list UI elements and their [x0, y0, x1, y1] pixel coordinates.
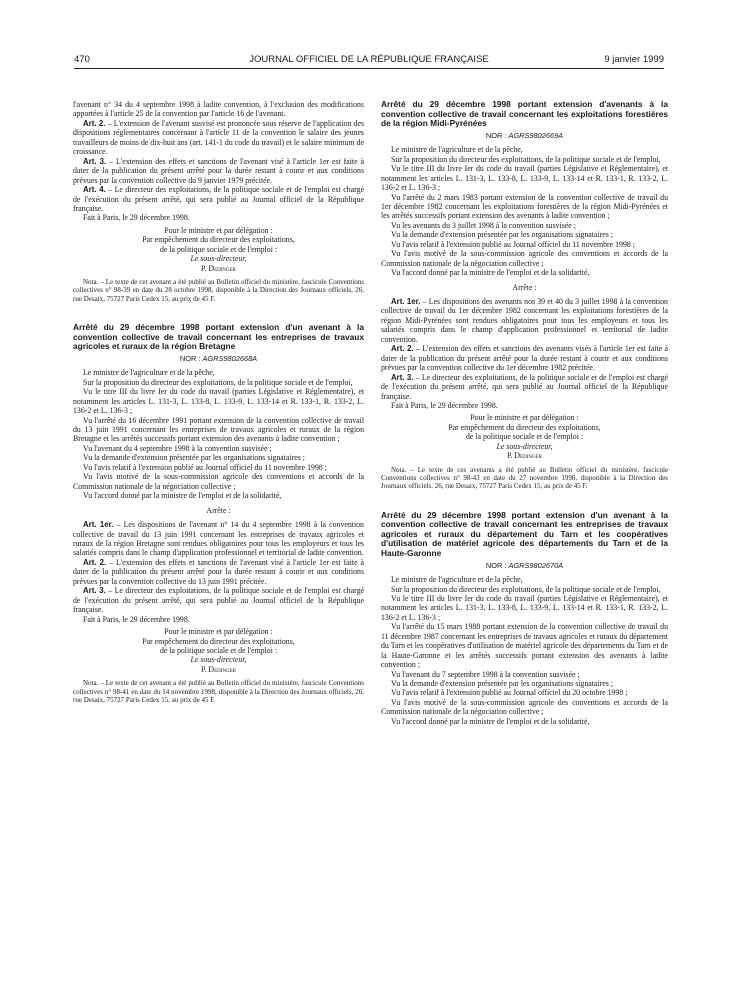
- signature-line: Le sous-directeur,: [496, 441, 553, 451]
- visa: Vu l'arrêté du 15 mars 1988 portant extension de la convention collective de travail du 11 décembre 1987 concernant les entreprises de travaux agricoles et ruraux du département du Tarn et les coopératives d'utilisation de matériel agricole des départements du Tarn et de la Haute-Garonne et les arrêtés successifs portant extension des avenants à ladite convention ;: [381, 622, 668, 670]
- visa: Vu l'accord donné par la ministre de l'emploi et de la solidarité,: [391, 268, 590, 278]
- article-label: Art. 1er.: [391, 297, 421, 307]
- article-4: [73, 185, 364, 213]
- article-2: [381, 344, 668, 372]
- signature-line: de la politique sociale et de l'emploi :: [159, 645, 278, 655]
- done-at: Fait à Paris, le 29 décembre 1998.: [83, 213, 190, 223]
- article-text: – Les dispositions de l'avenant n° 14 du 4 septembre 1998 à la convention collective de travail du 13 juin 1991 concernant les entreprises de travaux agricoles et ruraux de la région Bretagne sont rendues obligatoires pour tous les employeurs et tous les salariés compris dans le champ d'application professionnel et territorial de ladite convention.: [73, 520, 364, 558]
- page-number: 470: [74, 54, 90, 65]
- article-label: Art. 3.: [83, 586, 106, 596]
- visa: Sur la proposition du directeur des exploitations, de la politique sociale et de l'emploi,: [83, 377, 353, 387]
- article-label: Art. 2.: [83, 118, 106, 128]
- article-text: – L'extension des effets et sanctions des avenants visés à l'article 1er est faite à dater de la publication du présent arrêté pour la durée restant à courir et aux conditions prévues par la convention collective du 1er décembre 1982 précitée.: [381, 344, 669, 373]
- nor-code: AGRS9802669A: [508, 130, 564, 140]
- article-3: [73, 157, 364, 185]
- article-label: Art. 3.: [391, 372, 414, 382]
- visa: Vu l'avis motivé de la sous-commission agricole des conventions et accords de la Commission nationale de la négociation collective ;: [381, 249, 668, 268]
- article-text: – L'extension de l'avenant susvisé est prononcée sous réserve de l'application des dispositions réglementaires concernant à l'article 11 de la convention le salaire des jeunes travailleurs de moins de dix-huit ans (art. 141-1 du code du travail) et le salaire minimum de croissance.: [73, 118, 365, 157]
- journal-title: JOURNAL OFFICIEL DE LA RÉPUBLIQUE FRANÇAISE: [249, 54, 489, 65]
- article-2: [73, 558, 364, 586]
- visa: Vu l'accord donné par la ministre de l'emploi et de la solidarité,: [83, 491, 282, 501]
- visa: Vu le titre III du livre Ier du code du travail (parties Législative et Réglementaire), et notamment les articles L. 131-3, L. 133-8, L. 133-9, L. 133-14 et R. 133-1, R. 133-2, L. 136-2 et L. 136-3 ;: [73, 387, 364, 416]
- article-label: Art. 2.: [391, 344, 414, 354]
- signatory-name: P. Dedinger: [200, 664, 237, 674]
- arrete-heading: Arrête :: [512, 282, 537, 292]
- nor-reference: [73, 354, 364, 363]
- signature-line: de la politique sociale et de l'emploi :: [159, 244, 278, 254]
- article-1: [73, 520, 364, 558]
- article-text: – Le directeur des exploitations, de la politique sociale et de l'emploi est chargé de l'exécution du présent arrêté, qui sera publié au Journal officiel de la République française.: [381, 372, 669, 401]
- nor-code: AGRS9802670A: [508, 560, 564, 570]
- nor-code: AGRS9802668A: [202, 353, 258, 363]
- article-label: Art. 3.: [83, 156, 107, 166]
- visa: Sur la proposition du directeur des exploitations, de la politique sociale et de l'emploi,: [391, 154, 661, 164]
- page-header: [74, 54, 664, 68]
- visa: Vu l'arrêté du 2 mars 1983 portant extension de la convention collective de travail du 1er décembre 1982 concernant les exploitations forestières de la région Midi-Pyrénées et les arrêtés successifs portant extension des avenants à ladite convention ;: [381, 192, 668, 221]
- nor-reference: [381, 561, 668, 570]
- signature-line: Par empêchement du directeur des exploitations,: [142, 636, 295, 646]
- visa: Vu l'avis motivé de la sous-commission agricole des conventions et accords de la Commission nationale de la négociation collective ;: [381, 697, 668, 717]
- visa: Le ministre de l'agriculture et de la pêche,: [83, 368, 215, 378]
- signature-line: de la politique sociale et de l'emploi :: [465, 432, 584, 442]
- signatory-name: P. Dedinger: [506, 451, 543, 461]
- visa: Vu la demande d'extension présentée par les organisations signataires ;: [83, 453, 305, 463]
- done-at: Fait à Paris, le 29 décembre 1998.: [83, 614, 190, 624]
- visa: Vu le titre III du livre Ier du code du travail (parties Législative et Réglementaire), et notamment les articles L. 131-3, L. 133-8, L. 133-9, L. 133-14 et R. 133-1, R. 133-2, L. 136-2 et L. 136-3 ;: [381, 164, 668, 193]
- signature-line: Pour le ministre et par délégation :: [164, 225, 273, 235]
- article-text: – Le directeur des exploitations, de la politique sociale et de l'emploi est chargé de l'exécution du présent arrêté, qui sera publié au Journal officiel de la République française.: [73, 185, 365, 213]
- article-text: – L'extension des effets et sanctions de l'avenant visé à l'article 1er est faite à dater de la publication du présent arrêté pour la durée restant à courir et aux conditions prévues par la convention collective du 13 juin 1991 précitée.: [73, 557, 364, 586]
- nor-prefix: NOR :: [179, 353, 201, 363]
- done-at: Fait à Paris, le 29 décembre 1998.: [391, 401, 498, 411]
- signature-line: Pour le ministre et par délégation :: [470, 413, 579, 423]
- header-rule: [74, 68, 664, 69]
- signature-line: Par empêchement du directeur des exploitations,: [448, 422, 601, 432]
- visa: Vu l'avis relatif à l'extension publié au Journal officiel du 11 novembre 1998 ;: [391, 239, 635, 249]
- article-2: [73, 119, 364, 157]
- signature-line: Pour le ministre et par délégation :: [164, 627, 273, 637]
- visa: Vu les avenants du 3 juillet 1998 à la convention susvisée ;: [391, 220, 576, 230]
- paragraph: l'avenant n° 34 du 4 septembre 1998 à ladite convention, à l'exclusion des modifications apportées à l'article 25 de la convention par l'article 16 de l'avenant.: [73, 100, 364, 119]
- signature-line: Le sous-directeur,: [190, 655, 247, 665]
- issue-date: 9 janvier 1999: [604, 54, 664, 65]
- visa: Vu la demande d'extension présentée par les organisations signataires ;: [391, 679, 613, 689]
- visa: Vu l'avenant du 7 septembre 1998 à la convention susvisée ;: [391, 669, 580, 679]
- visa: Le ministre de l'agriculture et de la pêche,: [391, 575, 523, 585]
- nota: Nota. – Le texte de cet avenant a été publié au Bulletin officiel du ministère, fascicule Conventions collectives n° 98-41 en date du 14 novembre 1998, disponible à la Direction des Journaux officiels, 26, rue Desaix, 75727 Paris Cedex 15, au prix de 45 F.: [73, 679, 364, 704]
- left-column: [73, 100, 364, 704]
- nor-prefix: NOR :: [485, 560, 507, 570]
- right-column: [381, 100, 668, 726]
- visa: Vu l'arrêté du 16 décembre 1991 portant extension de la convention collective de travail du 13 juin 1991 concernant les entreprises de travaux agricoles et ruraux de la région Bretagne et les arrêtés successifs portant extension des avenants à ladite convention ;: [73, 415, 364, 444]
- article-text: – L'extension des effets et sanctions de l'avenant visé à l'article 1er est faite à dater de la publication du présent arrêté pour la durée restant à courir et aux conditions prévues par la convention collective du 9 janvier 1979 précitée.: [73, 156, 364, 185]
- visa: Vu l'avenant du 4 septembre 1998 à la convention susvisée ;: [83, 443, 272, 453]
- article-text: – Le directeur des exploitations, de la politique sociale et de l'emploi est chargé de l'exécution du présent arrêté, qui sera publié au Journal officiel de la République française.: [73, 586, 365, 615]
- nor-reference: [381, 131, 668, 140]
- decree-title: Arrêté du 29 décembre 1998 portant extension d'un avenant à la convention collective de travail concernant les entreprises de travaux agricoles et ruraux de la région Bretagne: [73, 322, 364, 352]
- article-3: [381, 373, 668, 401]
- decree-title: Arrêté du 29 décembre 1998 portant extension d'avenants à la convention collective de travail concernant les exploitations forestières de la région Midi-Pyrénées: [381, 99, 668, 129]
- signatory-name: P. Dedinger: [200, 263, 237, 273]
- visa: Vu le titre III du livre Ier du code du travail (parties Législative et Réglementaire), et notamment les articles L. 131-3, L. 133-8, L. 133-9, L. 133-14 et R. 133-1, R. 133-2, L. 136-2 et L. 136-3 ;: [381, 593, 668, 622]
- nota: Nota. – Le texte de cet avenant a été publié au Bulletin officiel du ministère, fascicule Conventions collectives n° 98-39 en date du 28 octobre 1998, disponible à la Direction des Journaux officiels, 26, rue Desaix, 75727 Paris Cedex 15, au prix de 45 F.: [73, 278, 364, 303]
- visa: Le ministre de l'agriculture et de la pêche,: [391, 145, 523, 155]
- nota: Nota. – Le texte de ces avenants a été publié au Bulletin officiel du ministère, fascicule Conventions collectives n° 98-43 en date du 27 novembre 1998, disponible à la Direction des Journaux officiels, 26, rue Desaix, 75727 Paris Cedex 15, au prix de 45 F.: [381, 465, 668, 491]
- article-label: Art. 1er.: [83, 520, 114, 530]
- visa: Vu l'avis relatif à l'extension publié au Journal officiel du 20 octobre 1998 ;: [391, 688, 628, 698]
- visa: Vu l'accord donné par la ministre de l'emploi et de la solidarité,: [391, 716, 590, 726]
- decree-title: Arrêté du 29 décembre 1998 portant extension d'un avenant à la convention collective de travail concernant les entreprises de travaux agricoles et ruraux du département du Tarn et les coopératives d'utilisation de matériel agricole des départements du Tarn et de la Haute-Garonne: [381, 509, 668, 558]
- signature-line: Le sous-directeur,: [190, 254, 247, 264]
- article-1: [381, 297, 668, 344]
- visa: Vu l'avis relatif à l'extension publié au Journal officiel du 11 novembre 1998 ;: [83, 462, 327, 472]
- article-3: [73, 586, 364, 614]
- visa: Vu l'avis motivé de la sous-commission agricole des conventions et accords de la Commission nationale de la négociation collective ;: [73, 472, 364, 491]
- article-label: Art. 4.: [83, 185, 106, 195]
- visa: Sur la proposition du directeur des exploitations, de la politique sociale et de l'emploi,: [391, 584, 661, 594]
- article-text: – Les dispositions des avenants nos 39 et 40 du 3 juillet 1998 à la convention collective de travail du 1er décembre 1982 concernant les exploitations forestières de la région Midi-Pyrénées sont rendues obligatoires pour tous les employeurs et tous les salariés compris dans le champ d'application professionnel et territorial de ladite convention.: [381, 297, 668, 344]
- nor-prefix: NOR :: [485, 130, 507, 140]
- signature-line: Par empêchement du directeur des exploitations,: [142, 235, 295, 245]
- visa: Vu la demande d'extension présentée par les organisations signataires ;: [391, 230, 613, 240]
- article-label: Art. 2.: [83, 557, 107, 567]
- arrete-heading: Arrête :: [206, 505, 231, 515]
